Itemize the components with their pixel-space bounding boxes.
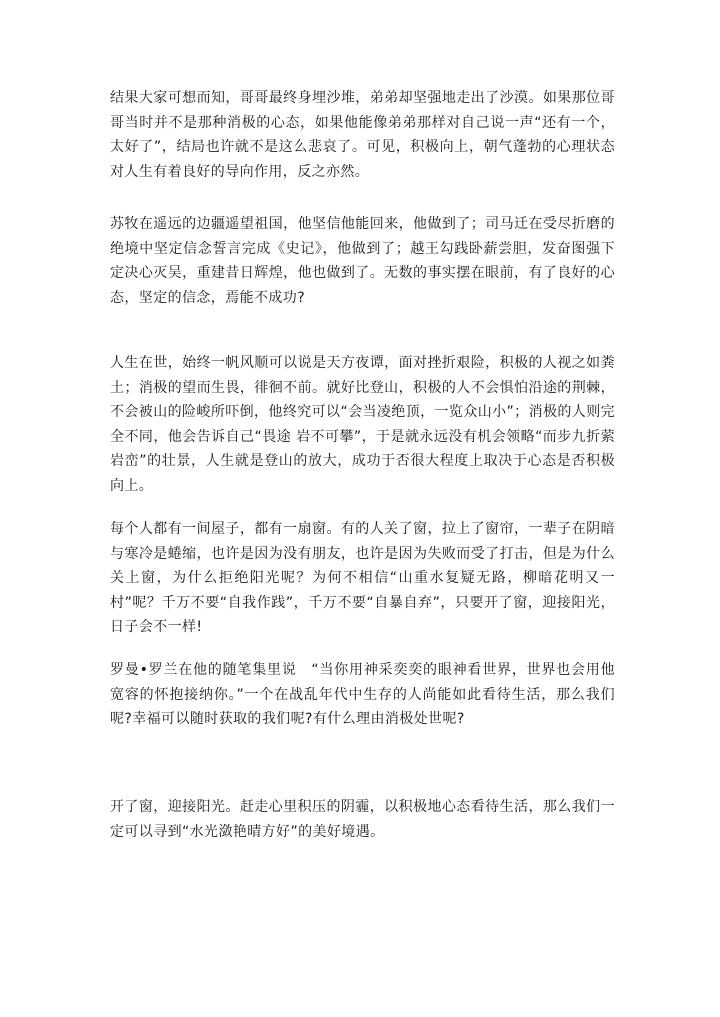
paragraph-3: 人生在世，始终一帆风顺可以说是天方夜谭，面对挫折艰险，积极的人视之如粪土；消极的望而生畏，徘徊不前。就好比登山，积极的人不会惧怕沿途的荆棘，不会被山的险峻所吓倒，他终究可以“会当凌绝顶，一览众山小”；消极的人则完全不同，他会告诉自己“畏途 岩不可攀”，于是就永远没有机会领略“而步九折萦岩峦”的壮景，人生就是登山的放大，成功于否很大程度上取决于心态是否积极向上。 bbox=[110, 355, 615, 494]
paragraph-4: 每个人都有一间屋子，都有一扇窗。有的人关了窗，拉上了窗帘，一辈子在阴暗与寒冷是蜷缩，也许是因为没有朋友，也许是因为失败而受了打击，但是为什么关上窗，为什么拒绝阳光呢？为何不相信“山重水复疑无路，柳暗花明又一村”呢？千万不要“自我作践”，千万不要“自暴自弃”，只要开了窗，迎接阳光，日子会不一样! bbox=[110, 521, 615, 636]
paragraph-6: 开了窗，迎接阳光。赶走心里积压的阴霾，以积极地心态看待生活，那么我们一定可以寻到“水光潋艳晴方好”的美好境遇。 bbox=[110, 799, 615, 840]
paragraph-5: 罗曼•罗兰在他的随笔集里说 “当你用神采奕奕的眼神看世界，世界也会用他宽容的怀抱接纳你。”一个在战乱年代中生存的人尚能如此看待生活，那么我们呢?幸福可以随时获取的我们呢?有什么理由消极处世呢? bbox=[110, 662, 615, 728]
paragraph-1: 结果大家可想而知，哥哥最终身埋沙堆，弟弟却坚强地走出了沙漠。如果那位哥哥当时并不是那种消极的心态，如果他能像弟弟那样对自己说一声“还有一个，太好了”，结局也许就不是这么悲哀了。可见，积极向上，朝气蓬勃的心理状态对人生有着良好的导向作用，反之亦然。 bbox=[110, 90, 615, 180]
paragraph-2: 苏牧在遥远的边疆遥望祖国，他坚信他能回来，他做到了；司马迁在受尽折磨的绝境中坚定信念誓言完成《史记》，他做到了；越王勾践卧薪尝胆，发奋图强下定决心灭吴，重建昔日辉煌，他也做到了。无数的事实摆在眼前，有了良好的心态，坚定的信念，焉能不成功? bbox=[110, 216, 615, 306]
